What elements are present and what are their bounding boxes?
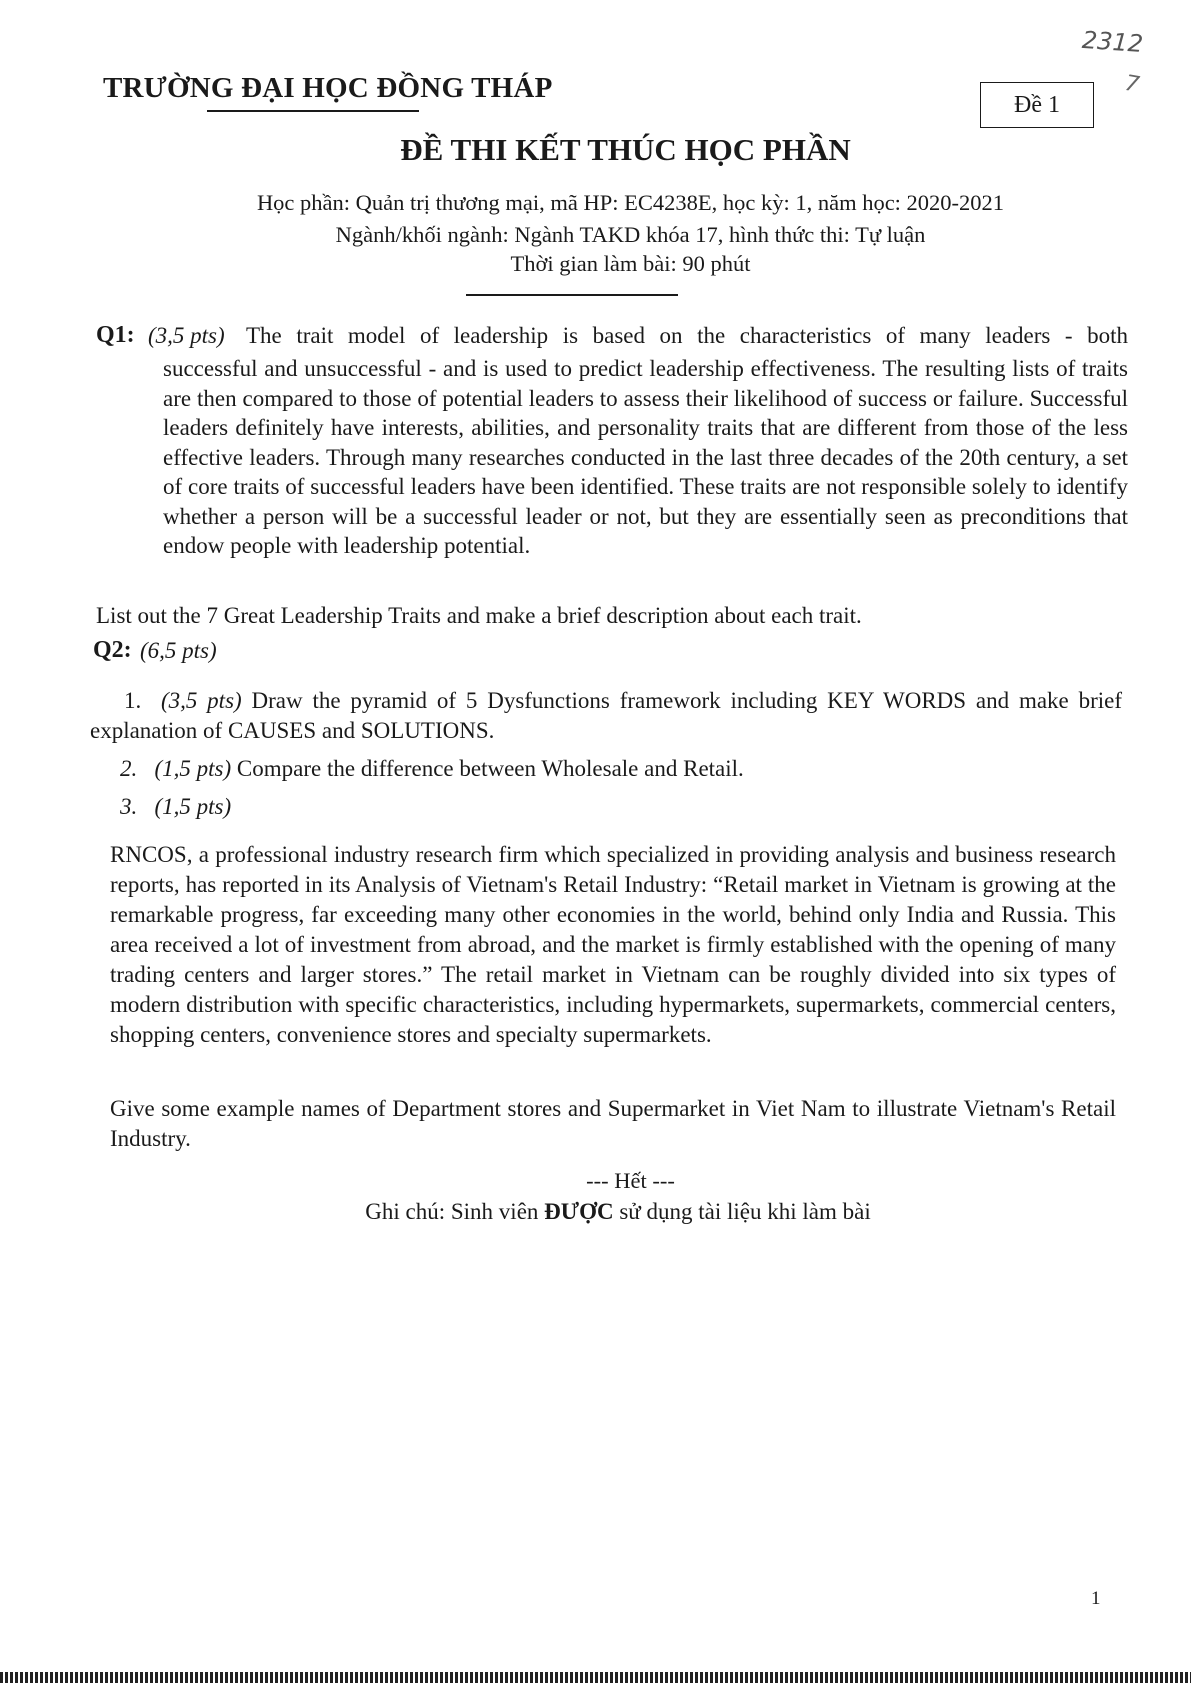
handwritten-code: 2312: [1081, 25, 1144, 59]
school-underline: [207, 110, 419, 112]
item-1-number: 1.: [124, 688, 142, 713]
q2-item-3: [120, 794, 231, 820]
duration-line: Thời gian làm bài: 90 phút: [510, 251, 751, 276]
q1-label: Q1:: [96, 322, 135, 348]
q2-points: (6,5 pts): [140, 638, 217, 663]
scan-edge-strip: [0, 1672, 1191, 1683]
q2-item-1: [90, 686, 1122, 746]
page-number: 1: [1091, 1588, 1101, 1609]
major-info-line: Ngành/khối ngành: Ngành TAKD khóa 17, hình thức thi: Tự luận: [335, 222, 926, 247]
q1-first-line: The trait model of leadership is based on the characteristics of many leaders - both: [246, 323, 1128, 348]
school-name: TRƯỜNG ĐẠI HỌC ĐỒNG THÁP: [103, 72, 553, 104]
item-1-text: Draw the pyramid of 5 Dysfunctions framework including KEY WORDS and make brief explanation of CAUSES and SOLUTIONS.: [90, 688, 1123, 743]
item-2-points: (1,5 pts): [154, 756, 232, 781]
item-3-points: (1,5 pts): [154, 794, 232, 819]
q2-item-2: [120, 756, 744, 782]
item-3-number: 3.: [120, 794, 138, 819]
item-2-text: Compare the difference between Wholesale and Retail.: [236, 756, 744, 781]
item-1-points: (3,5 pts): [160, 688, 242, 713]
note-bold: ĐƯỢC: [544, 1199, 614, 1224]
exam-title: ĐỀ THI KẾT THÚC HỌC PHẦN: [400, 132, 851, 167]
note-before: Ghi chú: Sinh viên: [365, 1199, 539, 1224]
divider-rule: [466, 294, 678, 296]
example-task-paragraph: Give some example names of Department stores and Supermarket in Viet Nam to illustrate Vietnam's Retail Industry.: [110, 1096, 1116, 1151]
item-2-number: 2.: [120, 756, 138, 781]
q2-label: Q2:: [93, 637, 132, 663]
rncos-paragraph: RNCOS, a professional industry research firm which specialized in providing analysis and business research reports, has reported in its Analysis of Vietnam's Retail Industry: “Retail market in Vietnam is growing at the remarkable progress, far exceeding many other economies in the world, behind only India and Russia. This area received a lot of investment from abroad, and the market is firmly established with the opening of many trading centers and larger stores.” The retail market in Vietnam can be roughly divided into six types of modern distribution with specific characteristics, including hypermarkets, supermarkets, commercial centers, shopping centers, convenience stores and specialty supermarkets.: [110, 842, 1116, 1047]
exam-code-box: Đề 1: [980, 82, 1094, 128]
end-marker: --- Hết ---: [586, 1168, 675, 1193]
q1-points: (3,5 pts): [148, 323, 225, 348]
q1-body: successful and unsuccessful - and is used to predict leadership effectiveness. The resulting lists of traits are then compared to those of potential leaders to assess their likelihood of success or failure. Successful leaders definitely have interests, abilities, and personality traits that are different from those of the less effective leaders. Through many researches conducted in the last three decades of the 20th century, a set of core traits of successful leaders have been identified. These traits are not responsible solely to identify whether a person will be a successful leader or not, but they are essentially seen as preconditions that endow people with leadership potential.: [163, 356, 1128, 558]
handwritten-mark: 7: [1122, 70, 1142, 99]
exam-note: [0, 1199, 1191, 1225]
course-info-line: Học phần: Quản trị thương mại, mã HP: EC4238E, học kỳ: 1, năm học: 2020-2021: [256, 190, 1005, 215]
q1-task: List out the 7 Great Leadership Traits and make a brief description about each trait.: [96, 603, 862, 628]
note-after: sử dụng tài liệu khi làm bài: [619, 1199, 871, 1224]
